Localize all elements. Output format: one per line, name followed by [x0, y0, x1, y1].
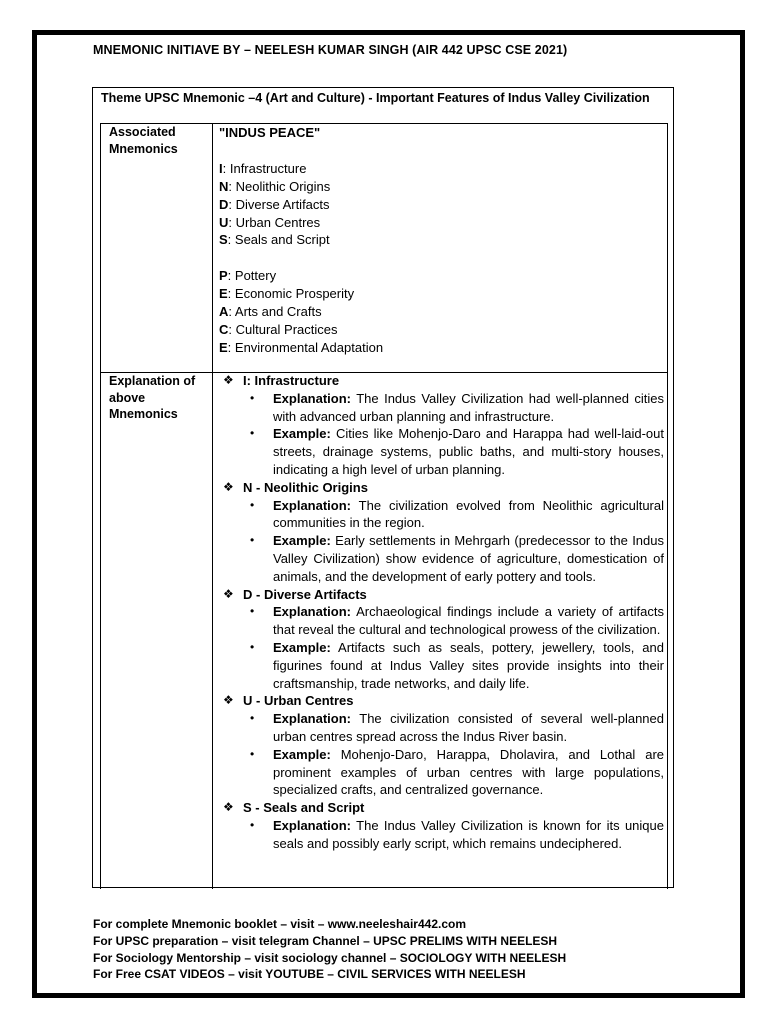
mnemonic-line — [219, 339, 659, 357]
mnemonic-letter: I — [219, 160, 223, 176]
bullet-item — [219, 710, 664, 746]
bullet-text: Early settlements in Mehrgarh (predecessor to the Indus Valley Civilization) show evidence of agriculture, domestication of animals, and the development of early pottery and tools. — [273, 533, 664, 584]
explanation-list — [219, 372, 664, 853]
mnemonic-line — [219, 214, 659, 232]
bullet-dot-icon: • — [250, 817, 255, 832]
section-heading — [219, 479, 664, 497]
section-heading — [219, 799, 664, 817]
bullet-item — [219, 390, 664, 426]
bullet-dot-icon: • — [250, 497, 255, 512]
mnemonic-letter: E — [219, 286, 228, 302]
bullet-dot-icon: • — [250, 604, 255, 619]
bullet-lead: Example: — [273, 426, 331, 442]
mnemonic-letter: E — [219, 339, 228, 355]
mnemonic-meaning: : Infrastructure — [222, 160, 307, 176]
mnemonic-letter: C — [219, 321, 229, 337]
section-heading-text: D - Diverse Artifacts — [243, 586, 367, 602]
mnemonic-meaning: : Urban Centres — [228, 214, 321, 230]
row-label-line: Mnemonics — [109, 141, 178, 156]
bullet-text: Artifacts such as seals, pottery, jewellery, tools, and figurines found at Indus Valley sites provide insights into their craftsmanship, trade networks, and daily life. — [273, 639, 664, 691]
mnemonic-title: "INDUS PEACE" — [219, 125, 321, 140]
footer-line: For complete Mnemonic booklet – visit – www.neeleshair442.com — [93, 917, 467, 931]
diamond-bullet-icon: ❖ — [223, 479, 234, 494]
mnemonic-meaning: : Diverse Artifacts — [228, 196, 330, 212]
bullet-lead: Example: — [273, 746, 331, 762]
mnemonic-letter: N — [219, 178, 229, 194]
mnemonic-group-1 — [219, 160, 659, 250]
bullet-lead: Explanation: — [273, 604, 352, 620]
mnemonic-letter: A — [219, 304, 229, 320]
bullet-item — [219, 639, 664, 692]
mnemonic-meaning: : Cultural Practices — [228, 321, 338, 337]
bullet-lead: Explanation: — [273, 390, 352, 406]
section-heading — [219, 692, 664, 710]
bullet-dot-icon: • — [250, 533, 255, 548]
row-label-associated-mnemonics — [109, 124, 178, 157]
bullet-lead: Explanation: — [273, 711, 352, 727]
mnemonic-list — [219, 124, 659, 357]
mnemonic-line — [219, 231, 659, 249]
mnemonic-letter: P — [219, 268, 228, 284]
row-label-line: Associated — [109, 125, 176, 139]
footer-line: For UPSC preparation – visit telegram Channel – UPSC PRELIMS WITH NEELESH — [93, 933, 558, 948]
bullet-dot-icon: • — [250, 746, 255, 761]
mnemonic-meaning: : Economic Prosperity — [227, 286, 355, 302]
page-header: MNEMONIC INITIAVE BY – NEELESH KUMAR SINGH (AIR 442 UPSC CSE 2021) — [93, 43, 568, 57]
mnemonic-line — [219, 285, 659, 303]
footer-line: For Sociology Mentorship – visit sociology channel – SOCIOLOGY WITH NEELESH — [93, 950, 567, 965]
bullet-item — [219, 532, 664, 585]
bullet-lead: Explanation: — [273, 817, 352, 833]
mnemonic-letter: D — [219, 196, 229, 212]
bullet-item — [219, 746, 664, 799]
diamond-bullet-icon: ❖ — [223, 800, 234, 815]
mnemonic-table — [100, 123, 668, 889]
mnemonic-line — [219, 196, 659, 214]
footer-line: For Free CSAT VIDEOS – visit YOUTUBE – CIVIL SERVICES WITH NEELESH — [93, 967, 526, 982]
mnemonic-meaning: : Arts and Crafts — [228, 304, 322, 320]
mnemonic-line — [219, 267, 659, 285]
mnemonic-meaning: : Pottery — [227, 268, 277, 284]
section-heading-text: N - Neolithic Origins — [243, 479, 368, 495]
mnemonic-meaning: : Neolithic Origins — [228, 178, 331, 194]
section-heading-text: U - Urban Centres — [243, 693, 354, 709]
bullet-dot-icon: • — [250, 390, 255, 405]
bullet-dot-icon: • — [250, 711, 255, 726]
mnemonic-letter: S — [219, 232, 228, 248]
section-heading — [219, 586, 664, 604]
row-label-explanation — [109, 373, 195, 423]
mnemonic-group-2 — [219, 267, 659, 357]
section-heading — [219, 372, 664, 390]
mnemonic-letter: U — [219, 214, 229, 230]
bullet-text: Archaeological findings include a variety of artifacts that reveal the cultural and technological prowess of the civilization. — [273, 604, 664, 638]
mnemonic-meaning: : Seals and Script — [227, 232, 330, 248]
footer-links — [93, 916, 566, 983]
bullet-lead: Explanation: — [273, 497, 352, 513]
diamond-bullet-icon: ❖ — [223, 586, 234, 601]
section-heading-text: I: Infrastructure — [243, 373, 340, 388]
theme-title: Theme UPSC Mnemonic –4 (Art and Culture) - Important Features of Indus Valley Civilization — [101, 91, 650, 105]
row-label-line: Explanation of — [109, 374, 196, 388]
bullet-lead: Example: — [273, 533, 331, 549]
mnemonic-line — [219, 321, 659, 339]
row-label-line: Mnemonics — [109, 407, 178, 421]
mnemonic-line — [219, 178, 659, 196]
diamond-bullet-icon: ❖ — [223, 373, 234, 387]
bullet-text: The civilization consisted of several well-planned urban centres spread across the Indus River basin. — [273, 711, 664, 744]
bullet-text: Mohenjo-Daro, Harappa, Dholavira, and Lothal are prominent examples of urban centres with large populations, specialized crafts, and centralized governance. — [273, 746, 664, 798]
row-label-line: above — [109, 390, 146, 405]
bullet-item — [219, 425, 664, 478]
mnemonic-meaning: : Environmental Adaptation — [227, 339, 384, 355]
bullet-item — [219, 817, 664, 853]
section-heading-text: S - Seals and Script — [243, 800, 365, 816]
bullet-dot-icon: • — [250, 639, 255, 654]
bullet-text: The Indus Valley Civilization had well-planned cities with advanced urban planning and infrastructure. — [273, 390, 664, 424]
bullet-item — [219, 603, 664, 639]
mnemonic-line — [219, 160, 659, 178]
bullet-text: The Indus Valley Civilization is known for its unique seals and possibly early script, which remains undeciphered. — [273, 817, 664, 851]
theme-box — [92, 87, 674, 888]
mnemonic-line — [219, 303, 659, 321]
diamond-bullet-icon: ❖ — [223, 693, 234, 708]
spacer — [219, 142, 659, 160]
bullet-lead: Example: — [273, 639, 331, 655]
bullet-text: The civilization evolved from Neolithic agricultural communities in the region. — [273, 497, 664, 531]
spacer — [219, 249, 659, 267]
column-divider — [212, 124, 213, 889]
bullet-item — [219, 497, 664, 533]
bullet-dot-icon: • — [250, 426, 255, 441]
bullet-text: Cities like Mohenjo-Daro and Harappa had well-laid-out streets, drainage systems, public baths, and multi-story houses, indicating a high level of urban planning. — [273, 426, 664, 477]
